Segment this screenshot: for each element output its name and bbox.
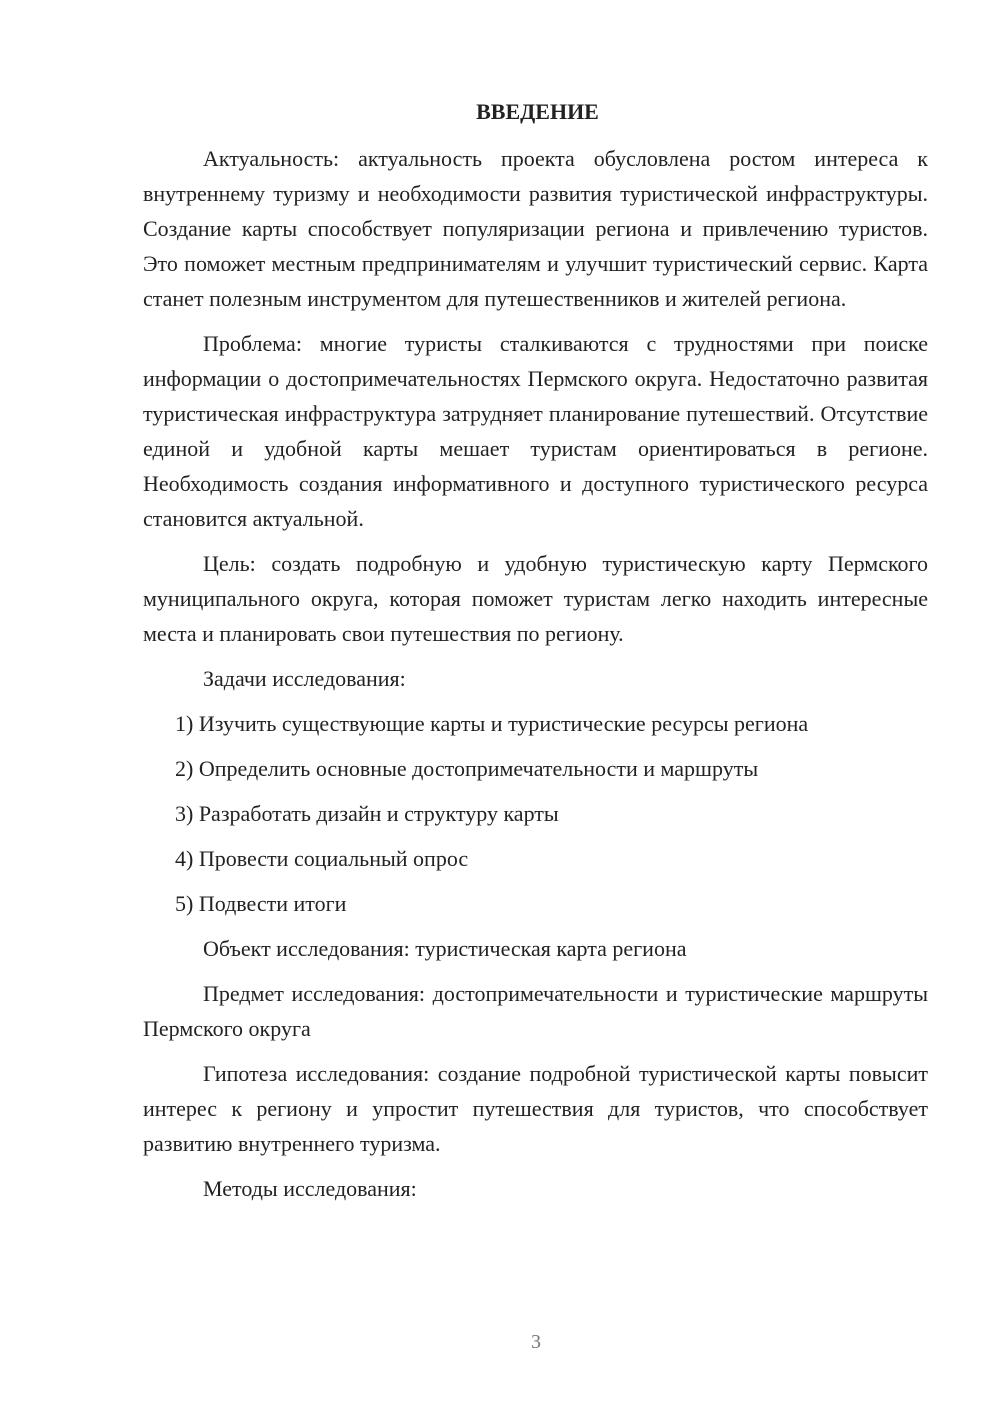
relevance-paragraph: Актуальность: актуальность проекта обусловлена ростом интереса к внутреннему туризму и необходимости развития туристической инфраструктуры. Создание карты способствует популяризации региона и привлечению туристов. Это поможет местным предпринимателям и улучшит туристический сервис. Карта станет полезным инструментом для путешественников и жителей региона. bbox=[143, 146, 928, 311]
document-body bbox=[143, 94, 928, 1216]
section-heading: ВВЕДЕНИЕ bbox=[476, 99, 599, 124]
task-item: 5) Подвести итоги bbox=[175, 891, 347, 916]
object-paragraph: Объект исследования: туристическая карта региона bbox=[203, 936, 687, 961]
task-item: 3) Разработать дизайн и структуру карты bbox=[175, 801, 559, 826]
tasks-title: Задачи исследования: bbox=[203, 666, 406, 691]
page-number: 3 bbox=[531, 1331, 541, 1353]
subject-paragraph: Предмет исследования: достопримечательности и туристические маршруты Пермского округа bbox=[143, 981, 928, 1041]
hypothesis-paragraph: Гипотеза исследования: создание подробной туристической карты повысит интерес к региону и упростит путешествия для туристов, что способствует развитию внутреннего туризма. bbox=[143, 1061, 928, 1156]
task-item: 2) Определить основные достопримечательности и маршруты bbox=[175, 756, 759, 781]
problem-paragraph: Проблема: многие туристы сталкиваются с трудностями при поиске информации о достопримечательностях Пермского округа. Недостаточно развитая туристическая инфраструктура затрудняет планирование путешествий. Отсутствие единой и удобной карты мешает туристам ориентироваться в регионе. Необходимость создания информативного и доступного туристического ресурса становится актуальной. bbox=[143, 331, 928, 531]
task-item: 4) Провести социальный опрос bbox=[175, 846, 469, 871]
tasks-list bbox=[143, 706, 928, 921]
methods-title: Методы исследования: bbox=[203, 1176, 417, 1201]
goal-paragraph: Цель: создать подробную и удобную туристическую карту Пермского муниципального округа, которая поможет туристам легко находить интересные места и планировать свои путешествия по региону. bbox=[143, 551, 928, 646]
task-item: 1) Изучить существующие карты и туристические ресурсы региона bbox=[175, 711, 809, 736]
